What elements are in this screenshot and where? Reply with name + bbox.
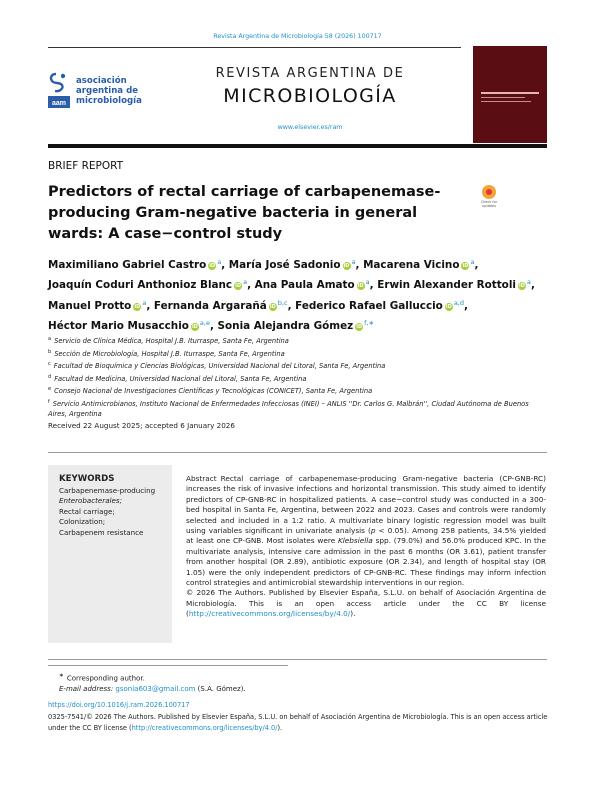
- author-name: Fernanda Argarañá: [153, 299, 267, 312]
- copyright-text: © 2026 The Authors. Published by Elsevier España, S.L.U. on behalf of Asociación Argentina de Microbiología. This is an open access article under the CC BY license (: [186, 588, 546, 619]
- orcid-icon[interactable]: iD: [209, 263, 216, 269]
- author-affiliation-ref[interactable]: a: [243, 278, 248, 287]
- affiliation-list: [48, 334, 548, 419]
- orcid-icon[interactable]: iD: [462, 263, 469, 269]
- author-affiliation-ref[interactable]: b,c: [277, 298, 288, 307]
- author-affiliation-ref[interactable]: f,∗: [364, 319, 374, 328]
- affiliation-item: $^c$ Facultad de Bioquímica y Ciencias Biológicas, Universidad Nacional del Litoral, Santa Fe, Argentina: [48, 361, 386, 371]
- keywords-heading: KEYWORDS: [59, 474, 115, 484]
- author-name: Ana Paula Amato: [254, 279, 355, 292]
- author-affiliation-ref[interactable]: a: [217, 258, 222, 266]
- organism-name: Klebsiella: [337, 536, 373, 546]
- author-list: Maximiliano Gabriel Castro iD $^a$, María José Sadonio iD $^a$, Macarena Vicino iD $^a$, Joaquín Coduri Anthonioz Blanc iD $^a$, Ana Paula Amato iD $^a$, Erwin Alexander Rottoli iD $^a$, Manuel Protto iD $^a$, Fernanda Argarañá iD $^{b,c}$, Federico Rafael Galluccio iD $^{a,d}$, Héctor Mario Musacchio iD $^{a,e}$, Sonia Alejandra Gómez iD $^{f,∗}$: [48, 258, 535, 333]
- author-name: María José Sadonio: [228, 259, 341, 271]
- abstract-divider: [48, 452, 547, 453]
- journal-url-link[interactable]: www.elsevier.es/ram: [277, 124, 343, 131]
- author-name: Macarena Vicino: [363, 259, 460, 271]
- keyword-item: Colonization;: [59, 517, 106, 527]
- author-affiliation-ref[interactable]: a: [142, 298, 147, 307]
- journal-citation-link[interactable]: Revista Argentina de Microbiología 58 (2026) 100717: [213, 33, 382, 40]
- footnote-divider: [48, 665, 288, 666]
- author-name: Erwin Alexander Rottoli: [377, 279, 516, 292]
- author-name: Federico Rafael Galluccio: [295, 299, 443, 312]
- orcid-icon[interactable]: iD: [191, 324, 198, 331]
- article-title: Predictors of rectal carriage of carbapenemase-producing Gram-negative bacteria in general wards: A case−control study: [48, 184, 441, 242]
- keyword-item: Carbapenem resistance: [59, 527, 144, 537]
- license-note: 0325-7541/© 2026 The Authors. Published by Elsevier España, S.L.U. on behalf of Asociación Argentina de Microbiología. This is an open access article under the CC BY license (http://creativecommons.org/licenses/by/4.0/).: [48, 713, 548, 732]
- affiliation-item: $^d$ Facultad de Medicina, Universidad Nacional del Litoral, Santa Fe, Argentina: [48, 373, 307, 383]
- logo-badge-text: aam: [51, 100, 67, 107]
- doi-link[interactable]: https://doi.org/10.1016/j.ram.2026.100717: [48, 701, 190, 709]
- affiliation-item: $^a$ Servicio de Clínica Médica, Hospital J.B. Iturraspe, Santa Fe, Argentina: [48, 336, 289, 346]
- received-dates: Received 22 August 2025; accepted 6 January 2026: [48, 421, 235, 430]
- affiliation-item: $^f$ Servicio Antimicrobianos, Instituto Nacional de Enfermedades Infecciosas (INEI) – ANLIS ''Dr. Carlos G. Malbrán'', Ciudad Autónoma de Buenos Aires, Argentina: [48, 398, 529, 419]
- author-name: Héctor Mario Musacchio: [48, 320, 189, 333]
- author-affiliation-ref[interactable]: a: [470, 258, 475, 266]
- journal-masthead-title: MICROBIOLOGÍA: [223, 85, 397, 107]
- orcid-icon[interactable]: iD: [356, 324, 363, 331]
- orcid-icon[interactable]: iD: [235, 283, 242, 290]
- orcid-icon[interactable]: iD: [269, 303, 276, 310]
- logo-line-1: asociación: [76, 76, 127, 86]
- footer-divider: [48, 659, 547, 660]
- email-link[interactable]: gsonia603@gmail.com: [115, 685, 196, 694]
- author-affiliation-ref[interactable]: a,e: [199, 319, 210, 328]
- cc-license-link[interactable]: http://creativecommons.org/licenses/by/4.0/: [188, 609, 351, 619]
- author-affiliation-ref[interactable]: a: [351, 258, 356, 266]
- masthead-divider: [48, 144, 547, 148]
- author-name: Manuel Protto: [48, 299, 132, 312]
- affiliation-item: $^e$ Consejo Nacional de Investigaciones Científicas y Tecnológicas (CONICET), Santa Fe, Argentina: [48, 386, 373, 396]
- header-divider: [48, 47, 461, 48]
- check-for-updates-button[interactable]: [476, 185, 502, 213]
- author-affiliation-ref[interactable]: a: [365, 278, 370, 287]
- orcid-icon[interactable]: iD: [343, 263, 350, 269]
- orcid-icon[interactable]: iD: [134, 303, 141, 310]
- logo-line-2: argentina de: [76, 86, 139, 96]
- keyword-item: Enterobacterales;: [59, 496, 122, 506]
- logo-line-3: microbiología: [76, 96, 142, 106]
- author-name: Maximiliano Gabriel Castro: [48, 259, 207, 271]
- abstract-text: Abstract Rectal carriage of carbapenemase-producing Gram-negative bacteria (CP-GNB-RC) increases the risk of invasive infections and horizontal transmission. This study aimed to identify predictors of CP-GNB-RC in hospitalized patients. A case−control study was conducted in a 300-bed hospital in Santa Fe, Argentina, between 2022 and 2023. Cases and controls were randomly selected and included in a 1:2 ratio. A multivariate binary logistic regression model was built using variables significant in univariate analysis (p < 0.05). Among 258 patients, 34.5% yielded at least one CP-GNB. Most isolates were Klebsiella spp. (79.0%) and 56.0% produced KPC. In the multivariate analysis, intensive care admission in the past 6 months (OR 3.61), patient transfer from another hospital (OR 2.89), antibiotic exposure (OR 2.34), and length of hospital stay (OR 1.05) were the only independent predictors of CP-GNB-RC. These findings may inform infection control strategies and antimicrobial stewardship interventions in our region. © 2026 The Authors. Published by Elsevier España, S.L.U. on behalf of Asociación Argentina de Microbiología. This is an open access article under the CC BY license (http://creativecommons.org/licenses/by/4.0/).: [186, 474, 546, 619]
- aam-logo-icon: [48, 72, 70, 109]
- orcid-icon[interactable]: iD: [519, 283, 525, 290]
- journal-masthead-top: REVISTA ARGENTINA DE: [215, 66, 405, 81]
- affiliation-item: $^b$ Sección de Microbiología, Hospital J.B. Iturraspe, Santa Fe, Argentina: [48, 348, 285, 358]
- check-updates-label: Check for updates: [480, 200, 498, 208]
- orcid-icon[interactable]: iD: [357, 283, 364, 290]
- footer-license-link[interactable]: http://creativecommons.org/licenses/by/4.0/: [131, 723, 278, 732]
- keywords-box: [48, 465, 172, 643]
- author-name: Sonia Alejandra Gómez: [217, 320, 354, 333]
- author-affiliation-ref[interactable]: a: [526, 278, 531, 287]
- author-affiliation-ref[interactable]: a,d: [453, 298, 464, 307]
- author-name: Joaquín Coduri Anthonioz Blanc: [48, 279, 233, 292]
- orcid-icon[interactable]: iD: [445, 303, 452, 310]
- society-logo: [48, 72, 158, 110]
- journal-cover-image: [473, 46, 547, 143]
- corresponding-author-note: ∗ Corresponding author. E-mail address: gsonia603@gmail.com (S.A. Gómez).: [59, 673, 246, 694]
- article-section-label: BRIEF REPORT: [48, 160, 124, 172]
- keyword-item: Carbapenemase-producing: [59, 486, 156, 495]
- keyword-item: Rectal carriage;: [59, 506, 115, 516]
- abstract-label: Abstract: [186, 474, 217, 483]
